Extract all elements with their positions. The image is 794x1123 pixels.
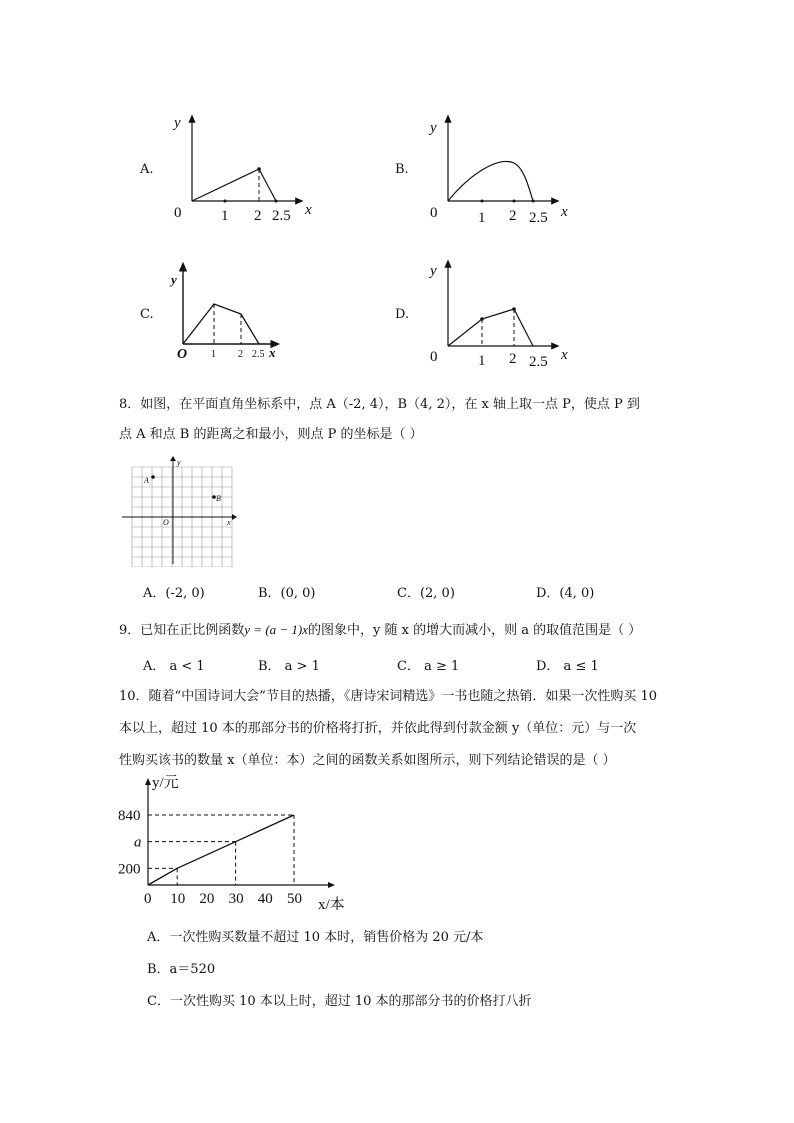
svg-text:y: y xyxy=(430,120,437,136)
x-tick-label: 40 xyxy=(257,891,273,907)
q7-option-b xyxy=(390,110,590,225)
point-a xyxy=(151,475,155,479)
q9-formula: y = (a − 1)x xyxy=(244,622,309,637)
q10-stem: 10．随着“中国诗词大会”节目的热播，《唐诗宋词精选》一书也随之热销．如果一次性购买 10 本以上，超过 10 本的那部分书的价格将打折，并依此得到付款金额 y（单位：元）与一次 性购买该书的数量 x（单位：本）之间的函数关系如图所示，则下列结论错误的是（ ） xyxy=(119,689,658,768)
svg-text:2.5: 2.5 xyxy=(252,349,265,360)
graph-line xyxy=(192,169,276,201)
q8-option-b[interactable]: B．(0, 0) xyxy=(258,586,316,601)
svg-text:2: 2 xyxy=(509,208,517,224)
x-tick-label: 10 xyxy=(170,891,186,907)
svg-text:y: y xyxy=(430,263,437,279)
q9-option-d[interactable]: D． a ≤ 1 xyxy=(536,659,599,674)
curve xyxy=(448,161,533,201)
q9-option-a[interactable]: A． a < 1 xyxy=(143,659,205,674)
q8-option-d[interactable]: D．(4, 0) xyxy=(536,586,595,601)
q8-option-a[interactable]: A．(-2, 0) xyxy=(143,586,205,601)
option-letter: B. xyxy=(395,162,409,177)
svg-text:1: 1 xyxy=(221,208,229,224)
svg-text:x: x xyxy=(227,518,231,527)
q9-stem: 9．已知在正比例函数y = (a − 1)x的图象中，y 随 x 的增大而减小，则 a 的取值范围是（ ） xyxy=(119,622,642,638)
svg-text:y: y xyxy=(177,458,181,467)
y-tick-label: 200 xyxy=(118,861,141,878)
graph-d xyxy=(390,255,590,370)
x-label: x xyxy=(305,202,312,218)
x-tick-label: 50 xyxy=(287,891,302,907)
q9-option-b[interactable]: B． a > 1 xyxy=(258,659,320,674)
x-axis-label: x/本 xyxy=(318,897,345,910)
y-tick-label: a xyxy=(134,834,142,851)
graph-a xyxy=(130,110,330,225)
svg-text:O: O xyxy=(177,347,188,362)
series-line xyxy=(148,815,294,885)
svg-text:x: x xyxy=(561,204,568,220)
q10-option-c[interactable]: C．一次性购买 10 本以上时，超过 10 本的那部分书的价格打八折 xyxy=(147,994,532,1009)
q9-option-c[interactable]: C． a ≥ 1 xyxy=(397,659,460,674)
x-tick-label: 30 xyxy=(228,891,244,907)
option-letter: A. xyxy=(140,162,154,177)
y-tick-label: 840 xyxy=(118,808,141,824)
svg-text:A: A xyxy=(144,476,149,485)
svg-text:y: y xyxy=(171,272,177,287)
svg-text:x: x xyxy=(269,345,276,360)
svg-text:B: B xyxy=(216,494,221,503)
svg-text:0: 0 xyxy=(430,205,438,221)
svg-text:1: 1 xyxy=(478,210,486,225)
q8-option-c[interactable]: C．(2, 0) xyxy=(397,586,455,601)
x-axis-arrow xyxy=(328,882,335,888)
svg-text:0: 0 xyxy=(174,205,182,221)
svg-text:0: 0 xyxy=(430,349,438,365)
x-tick-label: 0 xyxy=(144,891,152,907)
q7-option-d xyxy=(390,255,590,370)
q8-stem: 8．如图，在平面直角坐标系中，点 A（-2, 4），B（4, 2），在 x 轴上取一点 P，使点 P 到 点 A 和点 B 的距离之和最小，则点 P 的坐标是（ ） xyxy=(119,397,640,442)
turn-point xyxy=(257,167,261,171)
graph-c xyxy=(130,258,330,368)
option-letter: D. xyxy=(395,307,410,322)
q10-chart xyxy=(112,775,352,910)
svg-text:x: x xyxy=(561,347,568,363)
svg-text:2.5: 2.5 xyxy=(529,210,548,225)
svg-text:2.5: 2.5 xyxy=(529,354,548,370)
graph-b xyxy=(390,110,590,225)
x-tick-label: 20 xyxy=(199,891,215,907)
q10-option-b[interactable]: B．a＝520 xyxy=(147,962,216,977)
svg-text:2: 2 xyxy=(509,351,517,367)
option-letter: C. xyxy=(140,307,154,322)
q7-option-a xyxy=(130,110,330,225)
svg-text:2: 2 xyxy=(254,208,262,224)
svg-text:1: 1 xyxy=(211,349,216,360)
q8-grid-figure xyxy=(120,455,240,567)
q7-option-c xyxy=(130,258,330,368)
svg-text:1: 1 xyxy=(478,353,486,369)
q10-option-a[interactable]: A．一次性购买数量不超过 10 本时，销售价格为 20 元/本 xyxy=(147,930,484,945)
svg-text:O: O xyxy=(163,518,169,527)
y-label: y xyxy=(174,115,181,131)
y-axis-label: y/元 xyxy=(152,775,179,791)
y-axis-arrow xyxy=(145,778,151,785)
svg-text:2: 2 xyxy=(238,349,243,360)
svg-text:2.5: 2.5 xyxy=(272,208,291,224)
